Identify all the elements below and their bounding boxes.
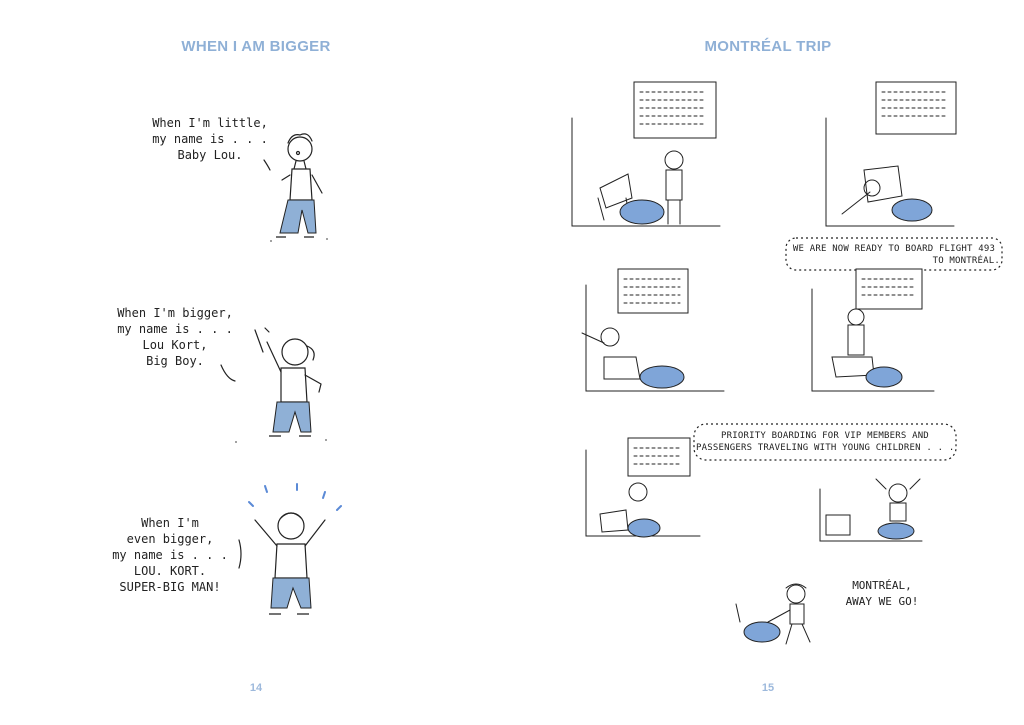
- baby-lou-illustration: [240, 125, 340, 250]
- comic-panel-waiting-board: [570, 78, 740, 228]
- comic-panel-cheering: [812, 475, 932, 545]
- speech-text-little: When I'm little, my name is . . . Baby Lou.: [152, 116, 268, 162]
- speech-text-even-bigger: When I'm even bigger, my name is . . . LOU. KORT. SUPER-BIG MAN!: [112, 516, 228, 594]
- speech-away-we-go: MONTRÉAL, AWAY WE GO!: [845, 579, 919, 608]
- announcement-boarding-flight: WE ARE NOW READY TO BOARD FLIGHT 493 TO MONTRÉAL.: [792, 244, 1000, 266]
- super-big-man-illustration: [225, 480, 355, 625]
- speech-text-bigger: When I'm bigger, my name is . . . Lou Kort, Big Boy.: [117, 306, 233, 368]
- comic-panel-pushing-bag: [824, 78, 984, 228]
- lou-kort-big-boy-illustration: [215, 320, 335, 445]
- page-title: WHEN I AM BIGGER: [181, 38, 331, 55]
- comic-panel-climbing-chair: [802, 265, 952, 395]
- right-page: [512, 0, 1024, 725]
- page-number: 14: [249, 682, 263, 694]
- comic-panel-kid-with-bag: [580, 430, 710, 540]
- announcement-priority-boarding: PRIORITY BOARDING FOR VIP MEMBERS AND PASSENGERS TRAVELING WITH YOUNG CHILDREN . . .: [696, 431, 955, 453]
- comic-panel-waving: [574, 265, 744, 395]
- page-title: MONTRÉAL TRIP: [704, 38, 832, 55]
- page-number: 15: [761, 682, 775, 694]
- comic-panel-away-we-go: [728, 578, 828, 653]
